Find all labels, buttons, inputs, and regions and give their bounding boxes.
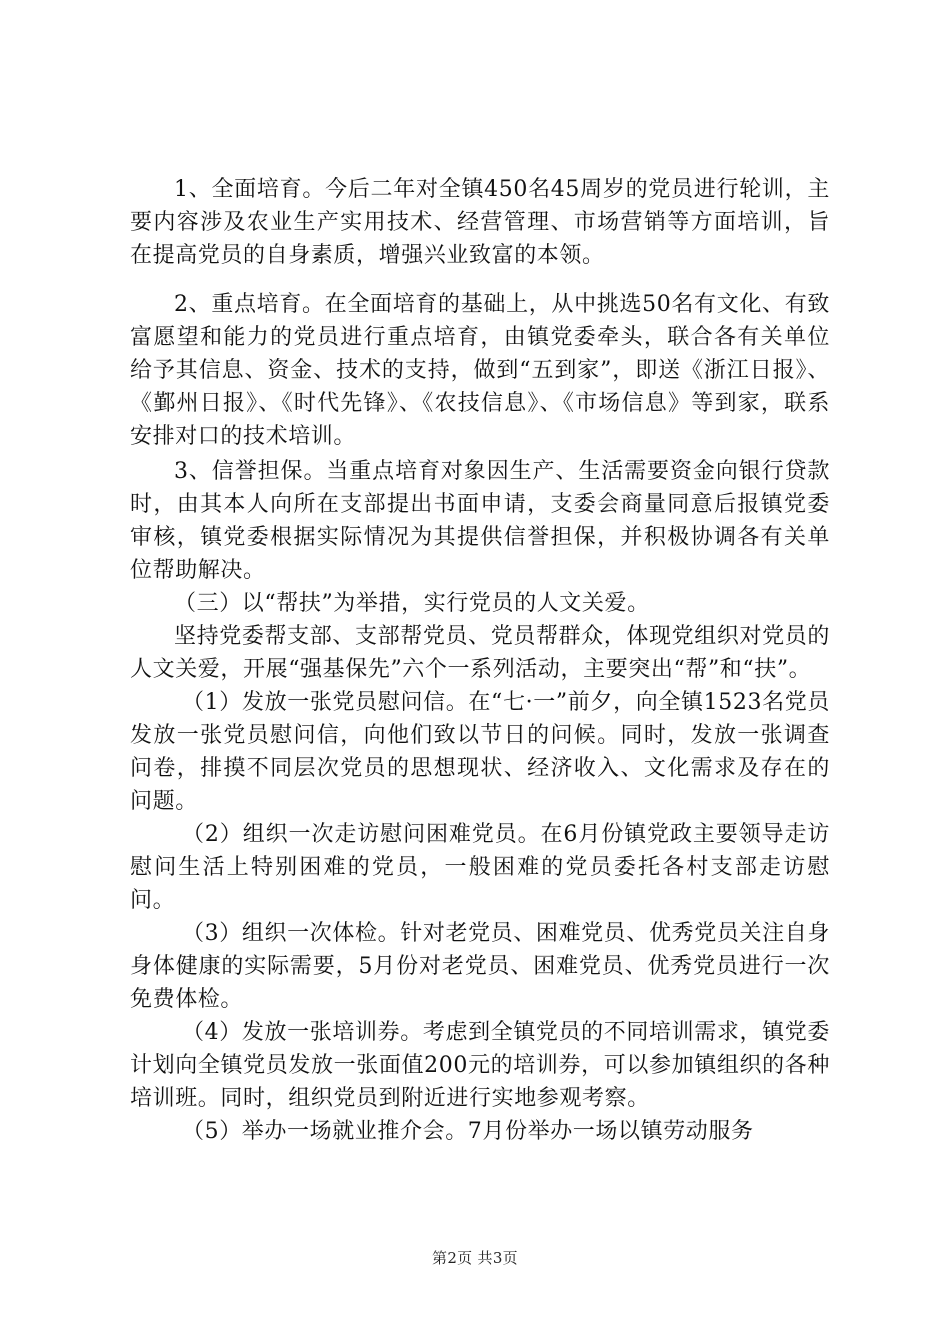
section-heading-help-support: （三）以“帮扶”为举措，实行党员的人文关爱。 [174, 591, 650, 616]
page-footer: 第2页 共3页 [432, 1249, 518, 1267]
paragraph-credit-guarantee: 3、信誉担保。当重点培育对象因生产、生活需要资金向银行贷款时，由其本人向所在支部提出书面申请，支委会商量同意后报镇党委审核，镇党委根据实际情况为其提供信誉担保，并积极协调各有关单位帮助解决。 [130, 459, 830, 583]
paragraph-item-5-job-fair: （5）举办一场就业推介会。7月份举办一场以镇劳动服务 [182, 1119, 754, 1144]
paragraph-comprehensive-training: 1、全面培育。今后二年对全镇450名45周岁的党员进行轮训，主要内容涉及农业生产实用技术、经营管理、市场营销等方面培训，旨在提高党员的自身素质，增强兴业致富的本领。 [130, 177, 830, 268]
paragraph-item-1-letter: （1）发放一张党员慰问信。在“七·一”前夕，向全镇1523名党员发放一张党员慰问信，向他们致以节日的问候。同时，发放一张调查问卷，排摸不同层次党员的思想现状、经济收入、文化需求及存在的问题。 [130, 690, 830, 814]
paragraph-activities-intro: 坚持党委帮支部、支部帮党员、党员帮群众，体现党组织对党员的人文关爱，开展“强基保先”六个一系列活动，主要突出“帮”和“扶”。 [130, 624, 830, 682]
paragraph-item-2-visit: （2）组织一次走访慰问困难党员。在6月份镇党政主要领导走访慰问生活上特别困难的党员，一般困难的党员委托各村支部走访慰问。 [130, 822, 830, 913]
paragraph-item-3-checkup: （3）组织一次体检。针对老党员、困难党员、优秀党员关注自身身体健康的实际需要，5月份对老党员、困难党员、优秀党员进行一次免费体检。 [130, 921, 830, 1012]
document-body [130, 173, 830, 1148]
paragraph-key-training: 2、重点培育。在全面培育的基础上，从中挑选50名有文化、有致富愿望和能力的党员进行重点培育，由镇党委牵头，联合各有关单位给予其信息、资金、技术的支持，做到“五到家”，即送《浙江日报》、《鄞州日报》、《时代先锋》、《农技信息》、《市场信息》等到家，联系安排对口的技术培训。 [130, 292, 830, 449]
paragraph-item-4-voucher: （4）发放一张培训券。考虑到全镇党员的不同培训需求，镇党委计划向全镇党员发放一张面值200元的培训券，可以参加镇组织的各种培训班。同时，组织党员到附近进行实地参观考察。 [130, 1020, 830, 1111]
